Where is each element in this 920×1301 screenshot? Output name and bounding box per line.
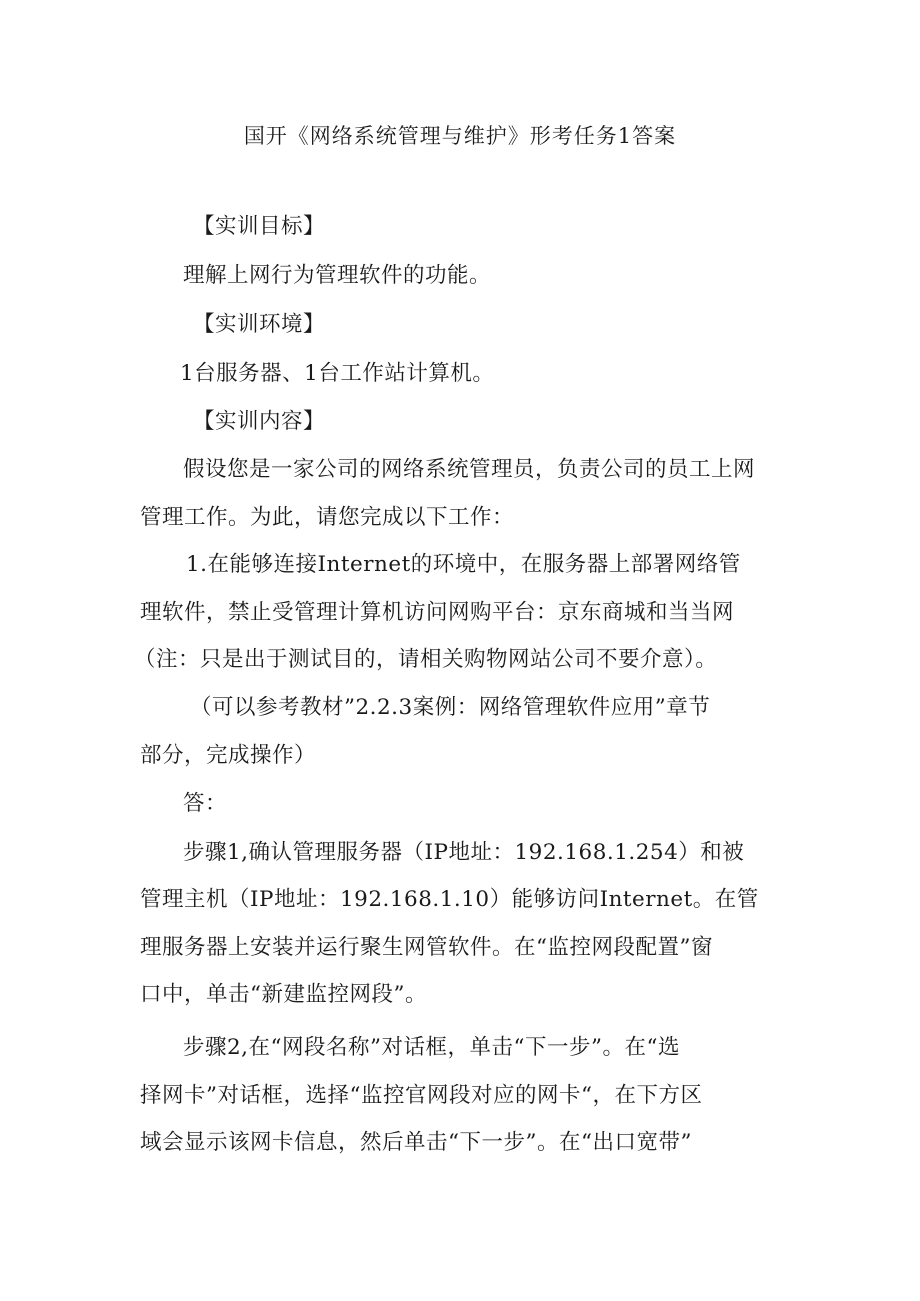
paragraph-line: 部分，完成操作） xyxy=(140,743,317,768)
paragraph-line: 1.在能够连接Internet的环境中，在服务器上部署网络管 xyxy=(186,552,741,577)
paragraph-line: 管理主机（IP地址：192.168.1.10）能够访问Internet。在管 xyxy=(140,887,759,912)
paragraph-line: 步骤2,在“网段名称”对话框，单击“下一步”。在“选 xyxy=(183,1035,680,1060)
paragraph-line: 步骤1,确认管理服务器（IP地址：192.168.1.254）和被 xyxy=(183,840,745,865)
paragraph-line: 1台服务器、1台工作站计算机。 xyxy=(180,361,495,386)
paragraph-line: 择网卡”对话框，选择“监控官网段对应的网卡“，在下方区 xyxy=(140,1083,703,1108)
document-title: 国开《网络系统管理与维护》形考任务1答案 xyxy=(243,124,677,148)
paragraph-line: 理服务器上安装并运行聚生网管软件。在“监控网段配置”窗 xyxy=(140,935,713,960)
section-heading-content: 【实训内容】 xyxy=(193,409,326,434)
paragraph-line: 管理工作。为此，请您完成以下工作： xyxy=(140,505,515,530)
paragraph-line: 假设您是一家公司的网络系统管理员，负责公司的员工上网 xyxy=(183,457,756,482)
paragraph-line: （注：只是出于测试目的，请相关购物网站公司不要介意）。 xyxy=(134,647,718,672)
paragraph-line: 口中，单击“新建监控网段”。 xyxy=(140,982,427,1007)
paragraph-line: 域会显示该网卡信息，然后单击“下一步”。在“出口宽带” xyxy=(140,1130,692,1155)
section-heading-objective: 【实训目标】 xyxy=(193,214,326,239)
answer-label: 答： xyxy=(183,791,228,816)
paragraph-line: 理解上网行为管理软件的功能。 xyxy=(183,263,492,288)
paragraph-line: 理软件，禁止受管理计算机访问网购平台：京东商城和当当网 xyxy=(140,600,735,625)
paragraph-line: （可以参考教材”2.2.3案例：网络管理软件应用”章节 xyxy=(190,695,711,720)
section-heading-environment: 【实训环境】 xyxy=(193,312,326,337)
